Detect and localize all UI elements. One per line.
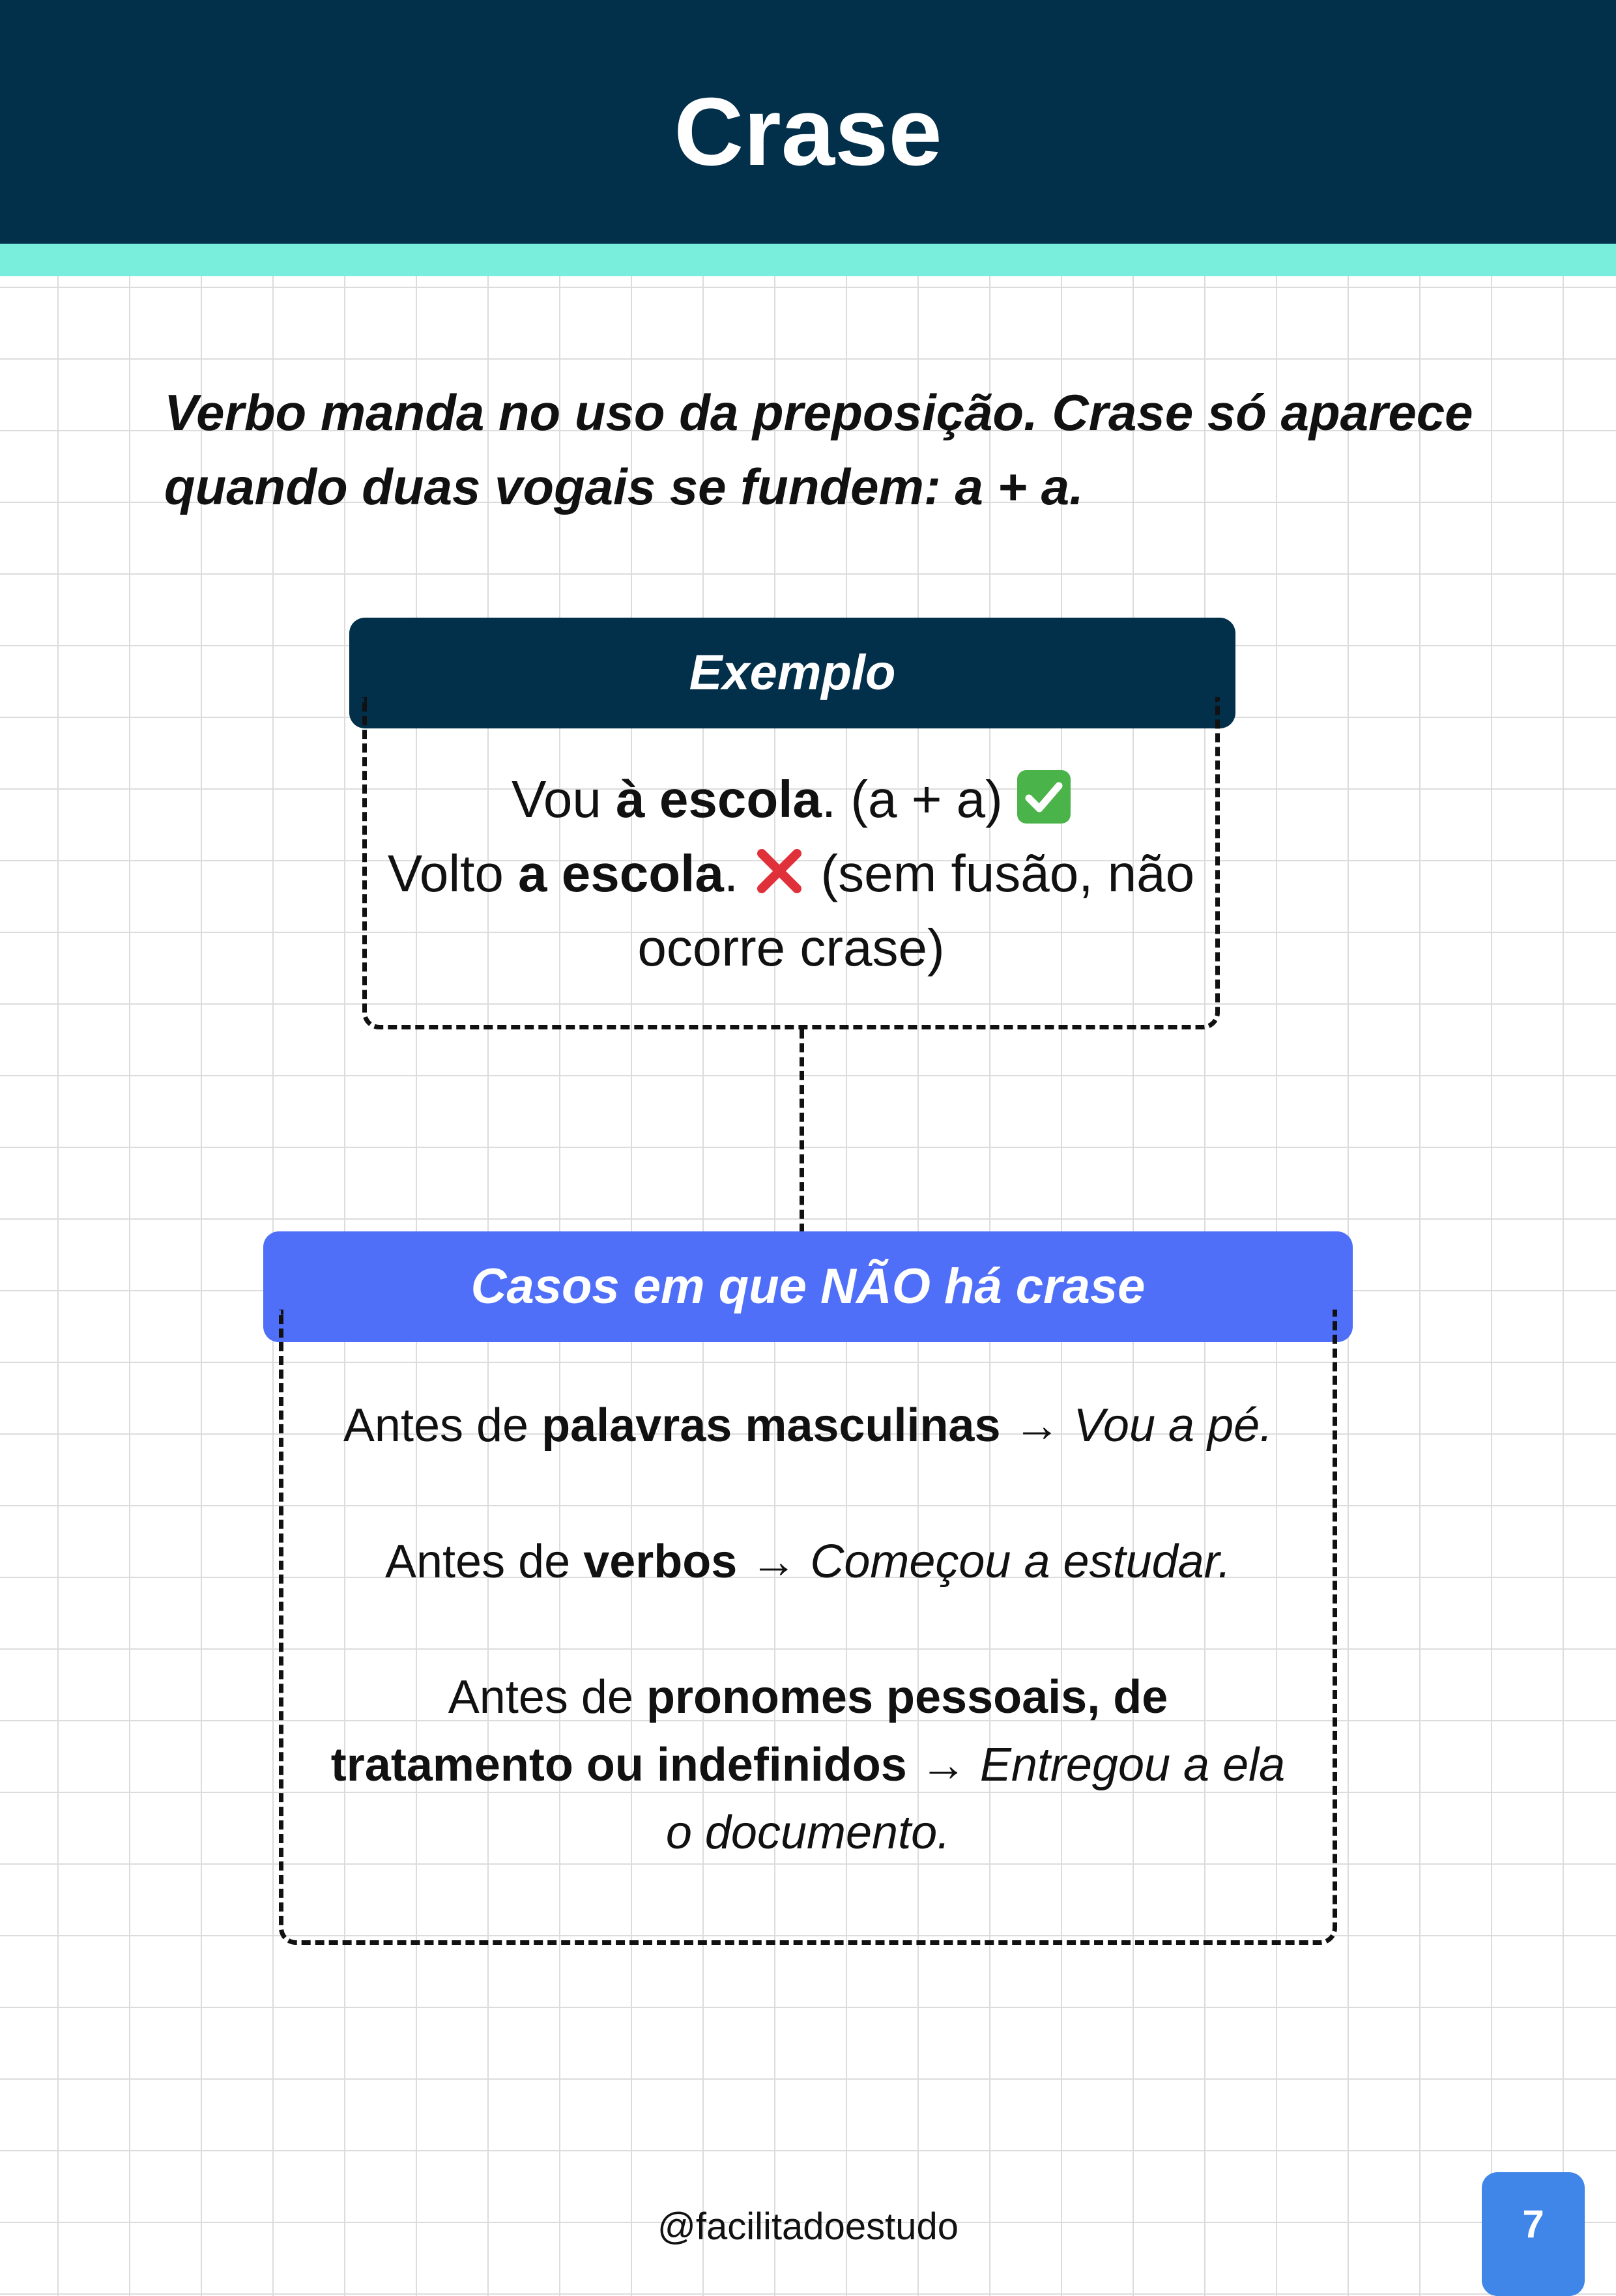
case-bold: pronomes pessoais, de tratamento ou indefinidos — [330, 1671, 1168, 1791]
footer-handle: @facilitadoestudo — [657, 2205, 959, 2248]
case-bold: palavras masculinas — [541, 1399, 1001, 1452]
case-pre: Antes de — [343, 1399, 542, 1452]
case-example: Entregou a ela o documento. — [665, 1739, 1286, 1859]
example-line-correct — [362, 762, 1220, 837]
arrow-icon: → — [906, 1739, 980, 1791]
case-example: Vou a pé. — [1073, 1399, 1273, 1452]
case-pre: Antes de — [448, 1671, 646, 1723]
case-item — [326, 1663, 1290, 1867]
case-pre: Antes de — [384, 1536, 584, 1588]
dashed-connector — [800, 1029, 804, 1233]
example-header: Exemplo — [349, 618, 1235, 728]
cases-header: Casos em que NÃO há crase — [263, 1231, 1353, 1342]
example-line2-pre: Volto — [387, 844, 519, 902]
arrow-icon: → — [737, 1536, 811, 1588]
intro-text: Verbo manda no uso da preposição. Crase só aparece quando duas vogais se fundem: a + a. — [164, 384, 1473, 515]
case-example: Começou a estudar. — [810, 1536, 1232, 1588]
page-title: Crase — [674, 78, 942, 186]
case-bold: verbos — [583, 1536, 738, 1588]
case-item — [326, 1528, 1290, 1596]
example-line2-mid: . — [723, 844, 753, 902]
page-header — [0, 0, 1616, 244]
page-number: 7 — [1522, 2202, 1544, 2246]
cross-mark-icon — [753, 844, 806, 898]
example-line1-bold: à escola — [616, 770, 822, 828]
example-line1-pre: Vou — [511, 770, 616, 828]
check-mark-icon — [1017, 770, 1071, 824]
page-number-badge — [1482, 2172, 1585, 2296]
accent-bar — [0, 244, 1616, 276]
example-content — [362, 762, 1220, 985]
example-line2-post: (sem fusão, não ocorre crase) — [637, 844, 1195, 977]
example-line1-post: . (a + a) — [821, 770, 1018, 828]
example-line2-bold: a escola — [518, 844, 724, 902]
example-line-incorrect — [362, 837, 1220, 985]
case-item — [326, 1392, 1290, 1459]
arrow-icon: → — [1000, 1399, 1074, 1452]
